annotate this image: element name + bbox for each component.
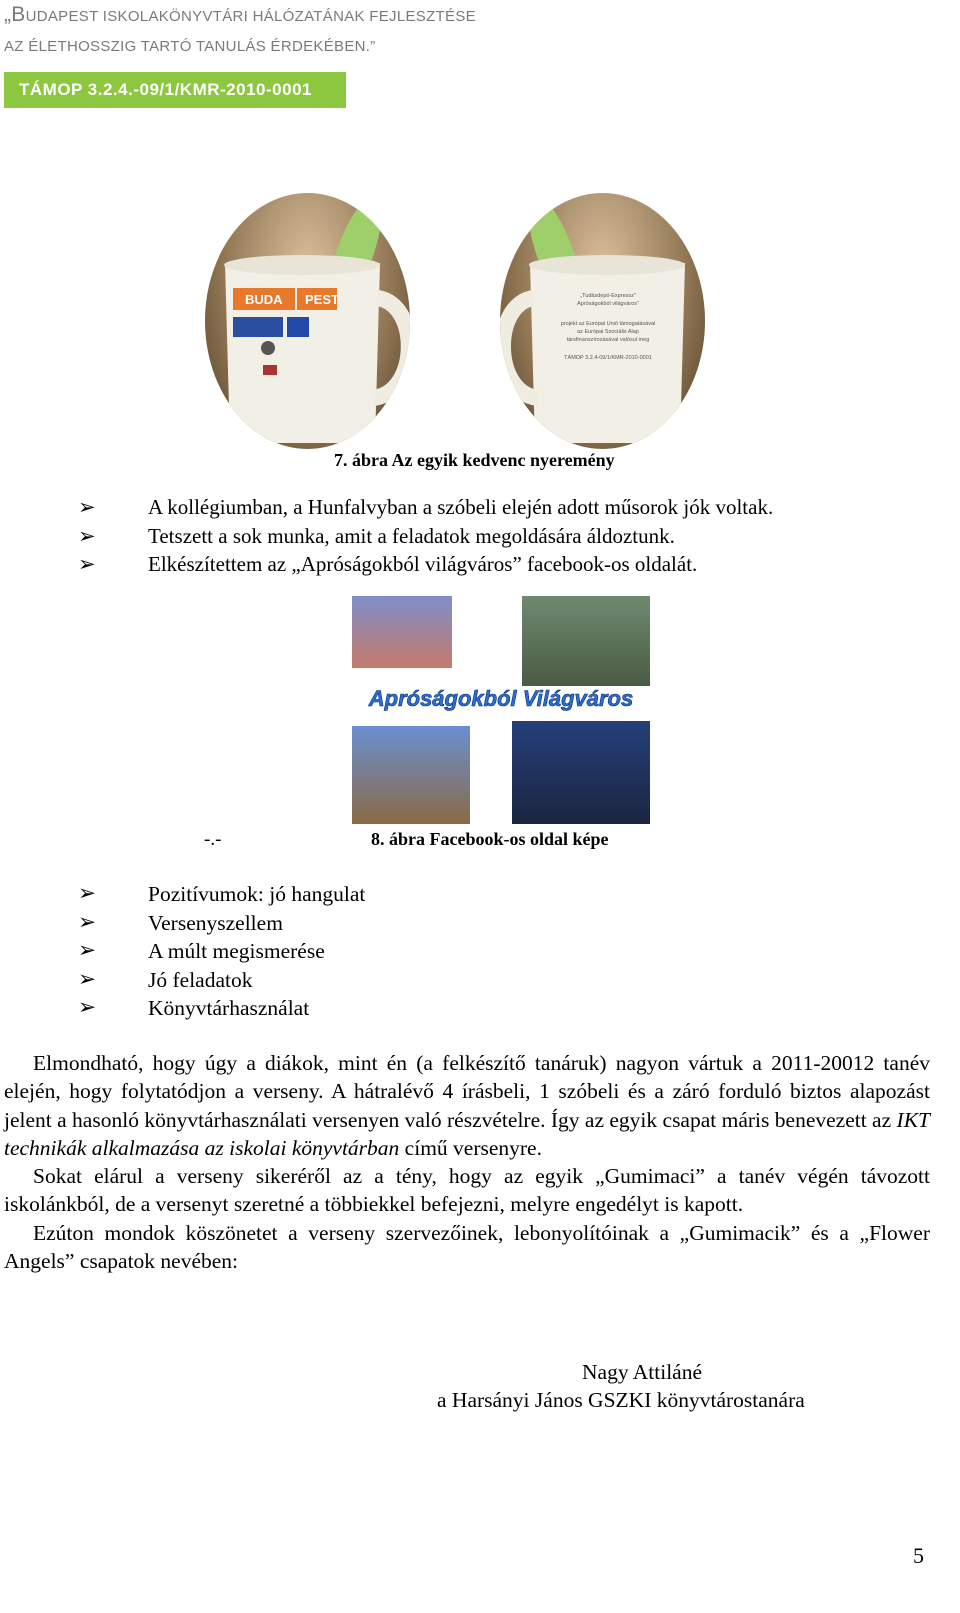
list-item: ➢ Könyvtárhasználat: [78, 994, 365, 1023]
arrow-bullet-icon: ➢: [78, 523, 96, 548]
signature-role: a Harsányi János GSZKI könyvtárostanára: [437, 1388, 805, 1412]
figure-8-caption: 8. ábra Facebook-os oldal képe: [371, 829, 609, 849]
list-item: ➢ A kollégiumban, a Hunfalvyban a szóbeli elején adott műsorok jók voltak.: [78, 493, 773, 522]
arrow-bullet-icon: ➢: [78, 966, 97, 992]
arrow-bullet-icon: ➢: [78, 938, 97, 963]
list-item: ➢ Elkészítettem az „Apróságokból világváros” facebook-os oldalát.: [78, 550, 773, 579]
mug-print-line-3: projekt az Európai Unió támogatásával: [560, 321, 656, 327]
mug-print-line-4: az Európai Szociális Alap: [577, 329, 639, 335]
list-item: ➢ Jó feladatok: [78, 966, 365, 995]
page-number: 5: [913, 1543, 924, 1568]
figure-7-caption: 7. ábra Az egyik kedvenc nyeremény: [334, 450, 615, 470]
arrow-bullet-icon: ➢: [78, 495, 96, 519]
header-title-line2: AZ ÉLETHOSSZIG TARTÓ TANULÁS ÉRDEKÉBEN.”: [4, 38, 376, 55]
mug-photo-back: [500, 193, 705, 449]
mug-photo-front: [205, 193, 410, 449]
list-item: ➢ A múlt megismerése: [78, 937, 365, 966]
list-item: ➢ Pozitívumok: jó hangulat: [78, 880, 365, 909]
collage-banner-text: Apróságokból Világváros: [368, 686, 634, 711]
header-title-initial: „B: [4, 3, 26, 26]
arrow-bullet-icon: ➢: [78, 909, 97, 935]
dash-mark: -.-: [204, 829, 222, 850]
mug-print-line-2: Apróságokból világváros”: [577, 301, 639, 307]
body-text: [4, 1049, 930, 1275]
bullet-list-top: [78, 493, 773, 579]
project-code-badge: TÁMOP 3.2.4.-09/1/KMR-2010-0001: [4, 72, 346, 108]
mug-print-line-5: társfinanszírozásával valósul meg: [566, 337, 650, 343]
paragraph-2: Sokat elárul a verseny sikeréről az a tény, hogy az egyik „Gumimaci” a tanév végén távozott iskolánkból, de a versenyt szeretné a többiekkel befejezni, melyre engedélyt is kapott.: [4, 1164, 930, 1217]
list-item: ➢ Versenyszellem: [78, 909, 365, 938]
mug-logo-buda: BUDA: [245, 292, 283, 307]
bullet-list-bottom: [78, 880, 365, 1023]
signature-name: Nagy Attiláné: [582, 1360, 703, 1384]
list-item: ➢ Tetszett a sok munka, amit a feladatok megoldására áldoztunk.: [78, 522, 773, 551]
facebook-page-image: [352, 596, 650, 824]
arrow-bullet-icon: ➢: [78, 995, 97, 1020]
arrow-bullet-icon: ➢: [78, 881, 97, 906]
arrow-bullet-icon: ➢: [78, 552, 96, 576]
paragraph-3: Ezúton mondok köszönetet a verseny szervezőinek, lebonyolítóinak a „Gumimacik” és a „Flower Angels” csapatok nevében:: [4, 1220, 930, 1274]
header-title-line1: UDAPEST ISKOLAKÖNYVTÁRI HÁLÓZATÁNAK FEJLESZTÉSE: [25, 8, 476, 25]
document-header-title: [4, 0, 476, 62]
mug-print-line-1: „Tudásdepó-Expressz”: [580, 293, 636, 299]
mug-print-line-6: TÁMOP 3.2.4-09/1/KMR-2010-0001: [564, 355, 652, 361]
paragraph-1: Elmondható, hogy úgy a diákok, mint én (a felkészítő tanáruk) nagyon vártuk a 2011-20012 tanév elején, hogy folytatódjon a verseny. A hátralévő 4 írásbeli, 1 szóbeli és a záró forduló biztos alapozást jelent a hasonló könyvtárhasználati versenyen való részvételre. Így az egyik csapat máris benevezett az IKT technikák alkalmazása az iskolai könyvtárban című versenyre.: [4, 1051, 930, 1160]
competition-name: IKT technikák alkalmazása az iskolai könyvtárban: [4, 1107, 930, 1160]
mug-logo-pest: PEST: [305, 292, 339, 307]
